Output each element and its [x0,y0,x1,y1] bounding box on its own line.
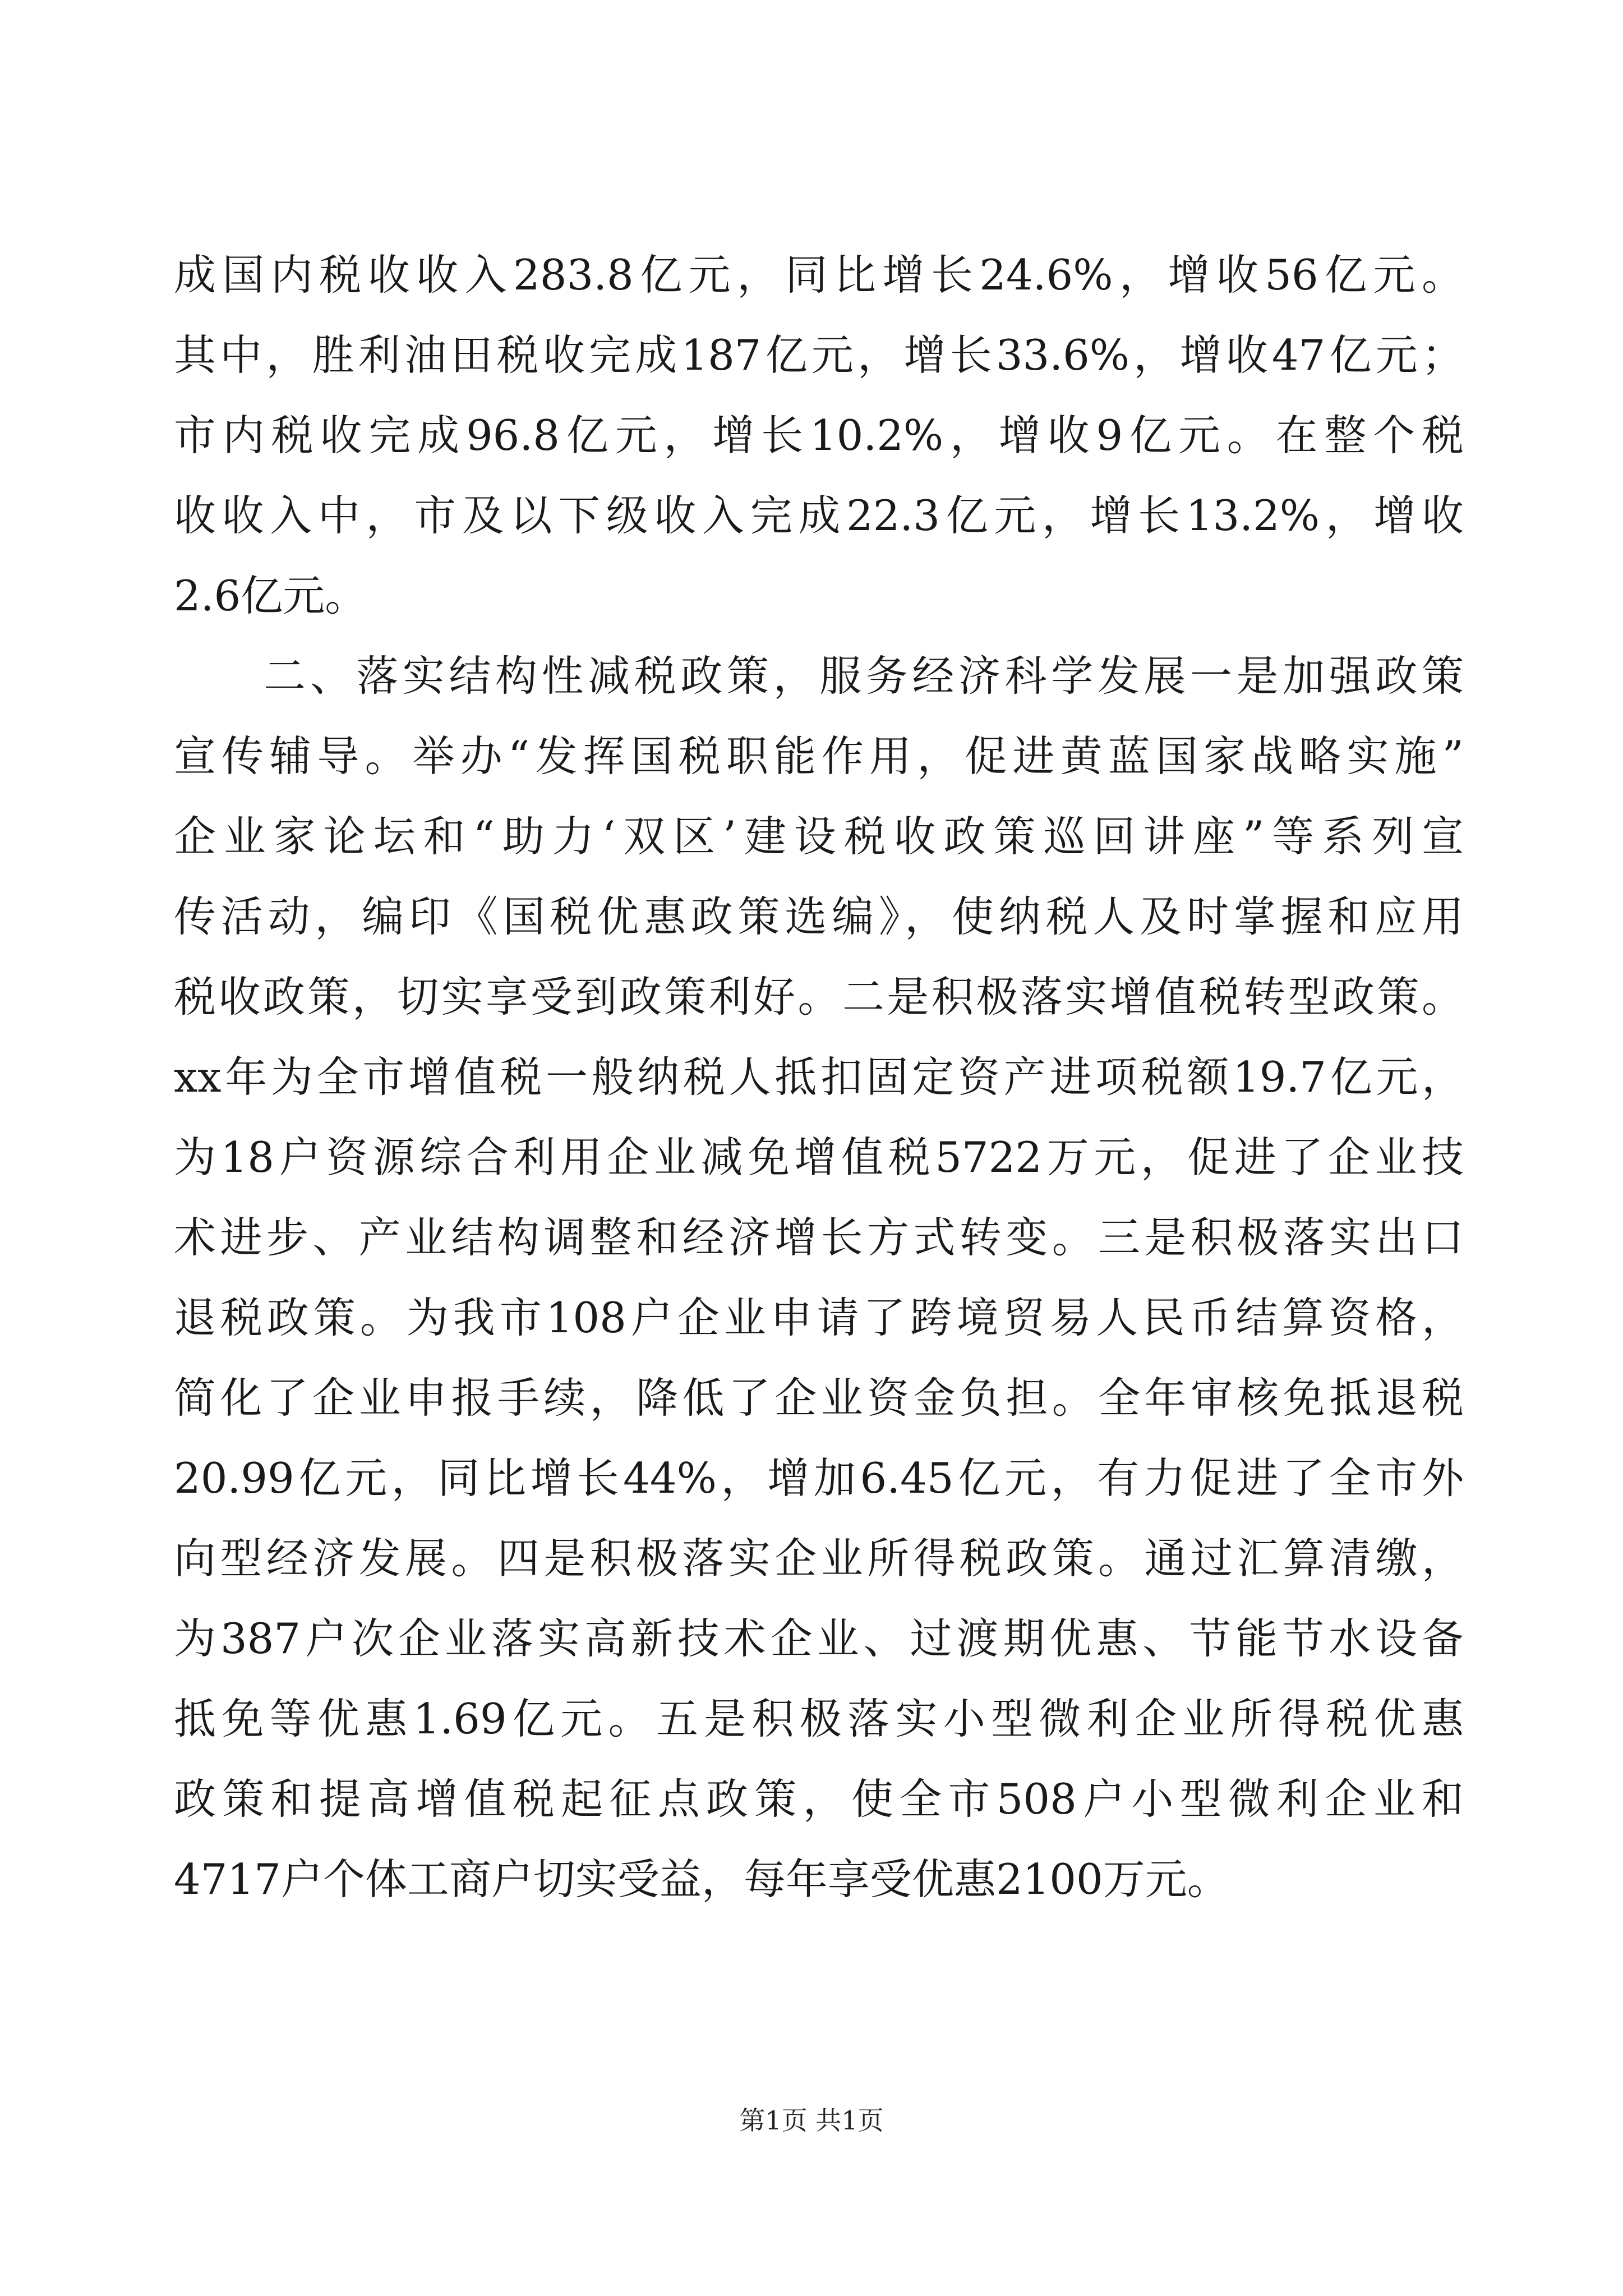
page-footer: 第1页 共1页 [739,2105,884,2136]
paragraph-line: 政策和提高增值税起征点政策，使全市508户小型微利企业和 [174,1774,1464,1824]
paragraph-line: 简化了企业申报手续，降低了企业资金负担。全年审核免抵退税 [174,1373,1464,1423]
paragraph-line: 企业家论坛和“助力‘双区’建设税收政策巡回讲座”等系列宣 [174,812,1464,861]
paragraph-line: xx年为全市增值税一般纳税人抵扣固定资产进项税额19.7亿元， [174,1052,1464,1102]
paragraph-line: 4717户个体工商户切实受益，每年享受优惠2100万元。 [174,1855,1229,1904]
paragraph-line: 宣传辅导。举办“发挥国税职能作用，促进黄蓝国家战略实施” [174,731,1464,781]
paragraph-line: 抵免等优惠1.69亿元。五是积极落实小型微利企业所得税优惠 [174,1694,1464,1743]
paragraph-line: 向型经济发展。四是积极落实企业所得税政策。通过汇算清缴， [174,1534,1464,1583]
paragraph-line: 2.6亿元。 [174,571,367,620]
paragraph-line: 传活动，编印《国税优惠政策选编》，使纳税人及时掌握和应用 [174,892,1464,941]
paragraph-line: 其中，胜利油田税收完成187亿元，增长33.6%，增收47亿元； [174,330,1464,380]
paragraph-line: 市内税收完成96.8亿元，增长10.2%，增收9亿元。在整个税 [174,411,1464,460]
paragraph-line: 税收政策，切实享受到政策利好。二是积极落实增值税转型政策。 [174,972,1464,1022]
paragraph-line: 为18户资源综合利用企业减免增值税5722万元，促进了企业技 [174,1133,1464,1182]
paragraph-line: 20.99亿元，同比增长44%，增加6.45亿元，有力促进了全市外 [174,1453,1464,1503]
paragraph-line: 术进步、产业结构调整和经济增长方式转变。三是积极落实出口 [174,1213,1464,1262]
paragraph-line: 退税政策。为我市108户企业申请了跨境贸易人民币结算资格， [174,1293,1464,1342]
paragraph-line: 成国内税收收入283.8亿元，同比增长24.6%，增收56亿元。 [174,250,1464,300]
paragraph-line: 为387户次企业落实高新技术企业、过渡期优惠、节能节水设备 [174,1614,1464,1663]
section-heading-line: 二、落实结构性减税政策，服务经济科学发展一是加强政策 [264,651,1464,701]
paragraph-line: 收收入中，市及以下级收入完成22.3亿元，增长13.2%，增收 [174,491,1464,540]
